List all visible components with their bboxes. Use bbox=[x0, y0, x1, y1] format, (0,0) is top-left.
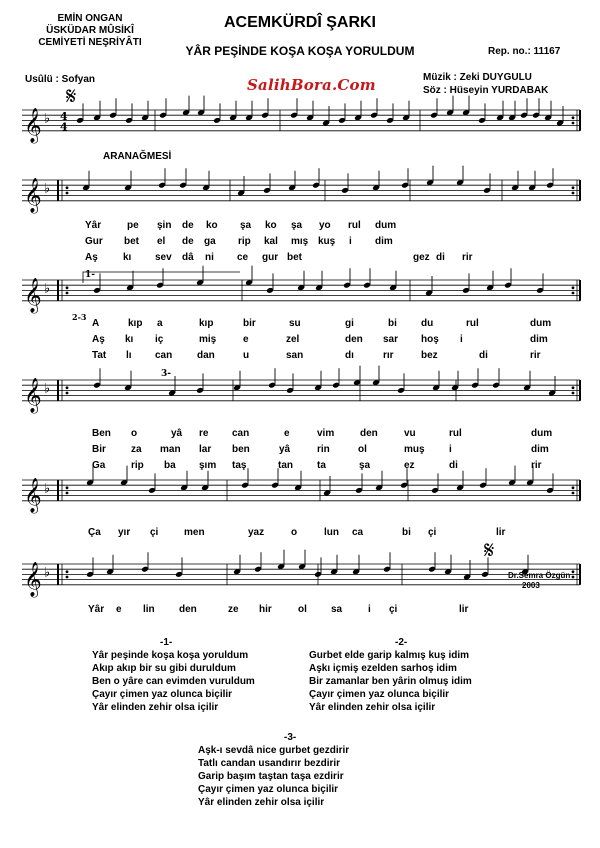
repeat-dot bbox=[572, 186, 575, 189]
lyric-syllable: tan bbox=[278, 460, 293, 471]
triplet-label: 3- bbox=[161, 369, 171, 379]
repeat-dot bbox=[66, 492, 69, 495]
lyric-syllable: mış bbox=[291, 236, 309, 247]
lyric-syllable: bi bbox=[388, 318, 397, 329]
repeat-dot bbox=[572, 116, 575, 119]
lyric-syllable: kı bbox=[123, 252, 132, 263]
lyric-syllable: sar bbox=[383, 334, 399, 345]
lyric-syllable: kal bbox=[264, 236, 278, 247]
repeat-dot bbox=[572, 486, 575, 489]
lyric-syllable: Aş bbox=[85, 252, 98, 263]
stanza-line: Yâr elinden zehir olsa içilir bbox=[309, 702, 436, 713]
composer-credit: Müzik : Zeki DUYGULU bbox=[423, 72, 532, 83]
stanza-number: -3- bbox=[284, 732, 297, 743]
lyric-syllable: su bbox=[289, 318, 301, 329]
lyric-syllable: a bbox=[157, 318, 163, 329]
flat-icon: ♭ bbox=[44, 565, 51, 581]
lyric-syllable: rul bbox=[348, 220, 361, 231]
stanza-1 bbox=[92, 636, 292, 714]
stanza-line: Yâr peşinde koşa koşa yoruldum bbox=[92, 650, 249, 661]
repeat-dot bbox=[66, 576, 69, 579]
stanza-line: Aşkı içmiş ezelden sarhoş idim bbox=[309, 663, 457, 674]
lyric-syllable: gi bbox=[345, 318, 354, 329]
lyric-syllable: o bbox=[131, 428, 138, 439]
repeat-dot bbox=[572, 576, 575, 579]
lyric-syllable: i bbox=[349, 236, 352, 247]
rep-number: Rep. no.: 11167 bbox=[488, 46, 561, 57]
lyric-syllable: rir bbox=[531, 460, 542, 471]
stanza-line: Garip başım taştan taşa ezdirir bbox=[198, 771, 344, 782]
volta-2-3-label: 2-3 bbox=[72, 312, 87, 322]
lyric-syllable: di bbox=[449, 460, 458, 471]
song-subtitle: YÂR PEŞİNDE KOŞA KOŞA YORULDUM bbox=[185, 44, 415, 58]
lyric-syllable: dim bbox=[531, 444, 549, 455]
lyric-syllable: kı bbox=[125, 334, 134, 345]
lyric-syllable: rul bbox=[466, 318, 479, 329]
lyric-syllable: çi bbox=[389, 604, 398, 615]
flat-icon: ♭ bbox=[44, 481, 51, 497]
lyric-syllable: bet bbox=[124, 236, 139, 247]
watermark-logo: SalihBora.Com bbox=[247, 76, 376, 94]
lyric-syllable: dâ bbox=[182, 252, 194, 263]
transcriber-credit bbox=[508, 571, 570, 591]
transcription-year: 2003 bbox=[522, 581, 540, 590]
lyric-syllable: ca bbox=[352, 527, 364, 538]
lyric-syllable: gez bbox=[413, 252, 430, 263]
transcriber-name: Dr.Semra Özgün bbox=[508, 571, 571, 580]
lyricist-credit: Söz : Hüseyin YURDABAK bbox=[423, 85, 549, 96]
lyric-syllable: di bbox=[436, 252, 445, 263]
lyric-syllable: re bbox=[199, 428, 209, 439]
lyric-syllable: vim bbox=[317, 428, 335, 439]
lyric-syllable: A bbox=[92, 318, 100, 329]
lyric-syllable: bez bbox=[421, 350, 438, 361]
repeat-dot bbox=[572, 292, 575, 295]
lyric-syllable: Bir bbox=[92, 444, 106, 455]
lyric-syllable: yır bbox=[118, 527, 131, 538]
repeat-dot bbox=[572, 122, 575, 125]
lyric-syllable: bir bbox=[243, 318, 256, 329]
repeat-dot bbox=[572, 386, 575, 389]
lyric-syllable: zel bbox=[286, 334, 300, 345]
lyric-syllable: rip bbox=[131, 460, 144, 471]
lyric-syllable: rul bbox=[449, 428, 462, 439]
lyric-syllable: dum bbox=[530, 318, 552, 329]
lyric-syllable: yo bbox=[319, 220, 331, 231]
publisher-line-3: CEMİYETİ NEŞRİYÂTI bbox=[38, 37, 142, 48]
lyric-syllable: lir bbox=[496, 527, 506, 538]
lyric-syllable: ol bbox=[358, 444, 367, 455]
treble-clef-icon: 𝄞 bbox=[24, 477, 42, 513]
treble-clef-icon: 𝄞 bbox=[24, 377, 42, 413]
lyric-syllable: iç bbox=[155, 334, 164, 345]
stanza-line: Çayır çimen yaz olunca biçilir bbox=[92, 689, 233, 700]
segno-icon: 𝄋 bbox=[66, 82, 77, 110]
lyric-syllable: rir bbox=[530, 350, 541, 361]
page-title: ACEMKÜRDÎ ŞARKI bbox=[224, 14, 376, 31]
lyric-syllable: e bbox=[243, 334, 249, 345]
lyric-syllable: rin bbox=[317, 444, 330, 455]
lyric-syllable: lun bbox=[324, 527, 339, 538]
repeat-dot bbox=[572, 286, 575, 289]
lyric-syllable: Ga bbox=[92, 460, 106, 471]
lyric-syllable: ben bbox=[232, 444, 250, 455]
publisher-line-1: EMİN ONGAN bbox=[57, 13, 123, 24]
lyric-syllable: i bbox=[460, 334, 463, 345]
section-label: ARANAĞMESİ bbox=[103, 151, 172, 162]
lyric-syllable: pe bbox=[127, 220, 139, 231]
lyric-syllable: men bbox=[184, 527, 205, 538]
lyric-syllable: Gur bbox=[85, 236, 103, 247]
lyric-syllable: ce bbox=[237, 252, 249, 263]
lyric-syllable: Ben bbox=[92, 428, 111, 439]
lyric-syllable: i bbox=[368, 604, 371, 615]
lyric-syllable: den bbox=[179, 604, 197, 615]
lyric-syllable: ko bbox=[265, 220, 277, 231]
repeat-dot bbox=[66, 292, 69, 295]
lyric-syllable: lar bbox=[199, 444, 212, 455]
lyric-syllable: taş bbox=[232, 460, 247, 471]
lyric-syllable: yaz bbox=[248, 527, 265, 538]
stanza-3 bbox=[198, 731, 418, 809]
lyric-syllable: ze bbox=[228, 604, 239, 615]
lyric-syllable: ko bbox=[206, 220, 218, 231]
lyric-syllable: e bbox=[116, 604, 122, 615]
lyric-syllable: du bbox=[421, 318, 434, 329]
lyric-syllable: Ça bbox=[88, 527, 101, 538]
lyric-syllable: şa bbox=[359, 460, 371, 471]
lyric-syllable: çi bbox=[428, 527, 437, 538]
lyric-syllable: ba bbox=[164, 460, 176, 471]
lyric-syllable: o bbox=[291, 527, 298, 538]
repeat-dot bbox=[572, 192, 575, 195]
flat-icon: ♭ bbox=[44, 111, 51, 127]
lyric-syllable: lı bbox=[126, 350, 132, 361]
lyric-syllable: dum bbox=[531, 428, 553, 439]
usul-label: Usûlü : Sofyan bbox=[25, 74, 96, 85]
lyric-syllable: Aş bbox=[92, 334, 105, 345]
stanza-line: Aşk-ı sevdâ nice gurbet gezdirir bbox=[198, 745, 350, 756]
lyric-syllable: rir bbox=[462, 252, 473, 263]
stanza-line: Gurbet elde garip kalmış kuş idim bbox=[309, 650, 470, 661]
volta-bracket bbox=[83, 272, 240, 283]
time-signature-bottom: 4 bbox=[60, 120, 68, 134]
repeat-dot bbox=[66, 570, 69, 573]
lyric-syllable: ol bbox=[298, 604, 307, 615]
lyric-syllable: den bbox=[345, 334, 363, 345]
stanza-line: Yâr elinden zehir olsa içilir bbox=[198, 797, 325, 808]
lyric-syllable: ta bbox=[317, 460, 326, 471]
lyric-syllable: ga bbox=[204, 236, 216, 247]
lyric-syllable: muş bbox=[404, 444, 425, 455]
lyric-syllable: kıp bbox=[128, 318, 143, 329]
stanza-line: Bir zamanlar ben yârin olmuş idim bbox=[309, 676, 472, 687]
lyric-syllable: sa bbox=[331, 604, 343, 615]
lyric-syllable: Tat bbox=[92, 350, 107, 361]
volta-label: 1- bbox=[85, 270, 95, 280]
lyric-syllable: kuş bbox=[318, 236, 336, 247]
treble-clef-icon: 𝄞 bbox=[24, 107, 42, 143]
lyric-syllable: ez bbox=[404, 460, 415, 471]
stanza-line: Çayır çimen yaz olunca biçilir bbox=[198, 784, 339, 795]
lyric-syllable: e bbox=[284, 428, 290, 439]
repeat-dot bbox=[572, 570, 575, 573]
lyric-syllable: sev bbox=[155, 252, 172, 263]
lyric-syllable: ni bbox=[205, 252, 214, 263]
repeat-dot bbox=[66, 486, 69, 489]
lyric-syllable: Yâr bbox=[85, 220, 102, 231]
lyric-syllable: dan bbox=[197, 350, 215, 361]
flat-icon: ♭ bbox=[44, 181, 51, 197]
repeat-dot bbox=[66, 392, 69, 395]
lyric-syllable: hir bbox=[259, 604, 272, 615]
repeat-dot bbox=[66, 286, 69, 289]
stanza-2 bbox=[309, 636, 509, 714]
lyric-syllable: de bbox=[182, 236, 194, 247]
lyric-syllable: dim bbox=[375, 236, 393, 247]
stanza-line: Akıp akıp bir su gibi duruldum bbox=[92, 663, 236, 674]
treble-clef-icon: 𝄞 bbox=[24, 177, 42, 213]
flat-icon: ♭ bbox=[44, 381, 51, 397]
stanza-line: Ben o yâre can evimden vuruldum bbox=[92, 676, 255, 687]
stanza-line: Tatlı candan usandırır bezdirir bbox=[198, 758, 341, 769]
publisher-line-2: ÜSKÜDAR MÛSİKÎ bbox=[46, 25, 134, 36]
lyric-syllable: za bbox=[131, 444, 142, 455]
treble-clef-icon: 𝄞 bbox=[24, 561, 42, 597]
lyric-syllable: gur bbox=[262, 252, 279, 263]
lyric-syllable: vu bbox=[404, 428, 416, 439]
lyric-syllable: dim bbox=[530, 334, 548, 345]
lyric-syllable: de bbox=[182, 220, 194, 231]
lyric-syllable: miş bbox=[199, 334, 217, 345]
lyric-syllable: çi bbox=[150, 527, 159, 538]
lyric-syllable: hoş bbox=[421, 334, 439, 345]
lyric-syllable: man bbox=[160, 444, 181, 455]
lyric-syllable: den bbox=[360, 428, 378, 439]
lyric-syllable: şa bbox=[240, 220, 252, 231]
treble-clef-icon: 𝄞 bbox=[24, 277, 42, 313]
stanza-number: -1- bbox=[160, 637, 173, 648]
lyric-syllable: şım bbox=[199, 460, 217, 471]
repeat-dot bbox=[572, 392, 575, 395]
lyric-syllable: şin bbox=[157, 220, 172, 231]
repeat-dot bbox=[66, 192, 69, 195]
stanza-line: Yâr elinden zehir olsa içilir bbox=[92, 702, 219, 713]
time-signature-top: 4 bbox=[60, 110, 68, 123]
lyric-syllable: i bbox=[449, 444, 452, 455]
lyric-syllable: kıp bbox=[199, 318, 214, 329]
lyric-syllable: bet bbox=[287, 252, 302, 263]
lyric-syllable: lin bbox=[143, 604, 155, 615]
lyric-syllable: şa bbox=[291, 220, 303, 231]
lyric-syllable: Yâr bbox=[88, 604, 105, 615]
lyric-syllable: dı bbox=[345, 350, 354, 361]
lyric-syllable: can bbox=[155, 350, 173, 361]
lyric-syllable: can bbox=[232, 428, 250, 439]
stanza-number: -2- bbox=[395, 637, 408, 648]
lyric-syllable: dum bbox=[375, 220, 397, 231]
repeat-dot bbox=[66, 386, 69, 389]
lyric-syllable: rır bbox=[383, 350, 394, 361]
lyric-syllable: el bbox=[157, 236, 166, 247]
segno-icon: 𝄋 bbox=[484, 536, 495, 564]
staves-group bbox=[22, 107, 580, 585]
lyric-syllable: rip bbox=[238, 236, 251, 247]
stanza-line: Çayır çimen yaz olunca biçilir bbox=[309, 689, 450, 700]
lyric-syllable: di bbox=[479, 350, 488, 361]
lyric-syllable: san bbox=[286, 350, 304, 361]
lyric-syllable: yâ bbox=[279, 444, 291, 455]
repeat-dot bbox=[66, 186, 69, 189]
lyric-syllable: yâ bbox=[171, 428, 183, 439]
lyric-syllable: u bbox=[243, 350, 250, 361]
repeat-dot bbox=[572, 492, 575, 495]
lyric-syllable: bi bbox=[402, 527, 411, 538]
flat-icon: ♭ bbox=[44, 281, 51, 297]
lyric-syllable: lir bbox=[459, 604, 469, 615]
